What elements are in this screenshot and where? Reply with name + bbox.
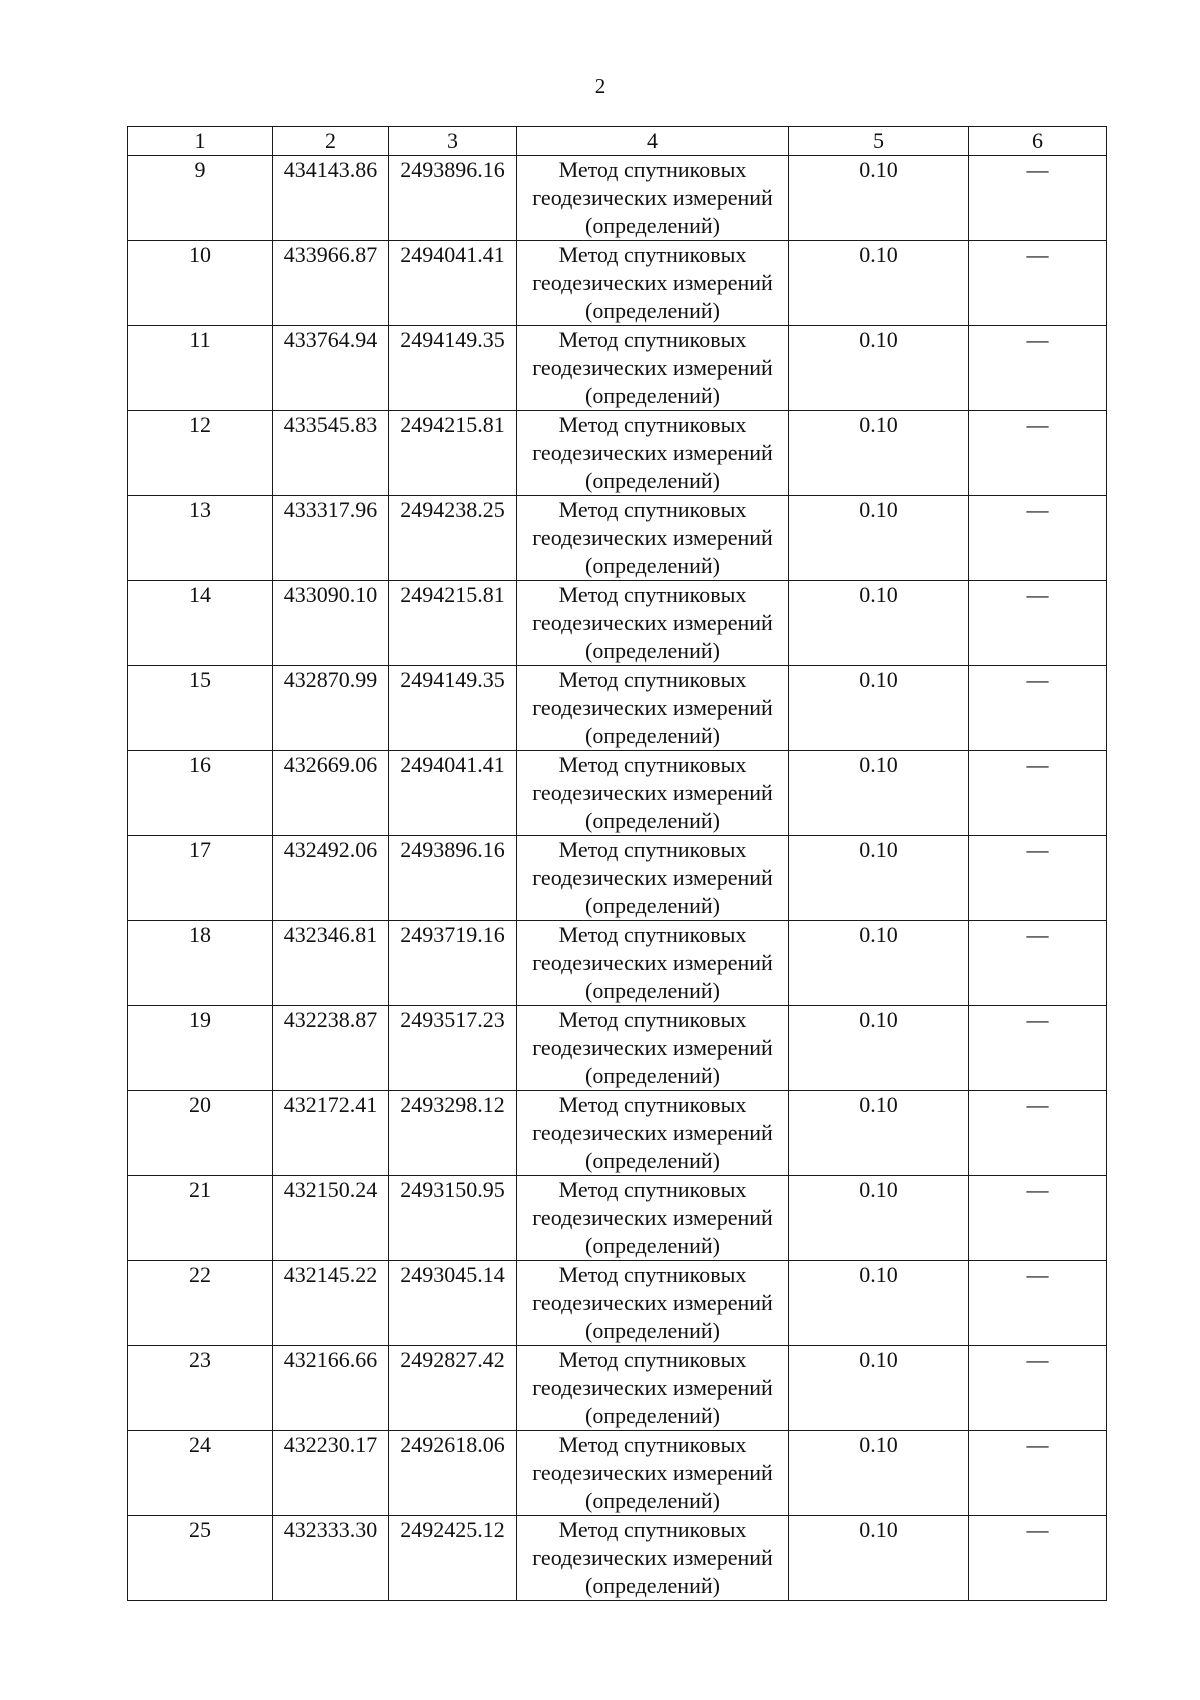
method-line: (определений) — [585, 1318, 720, 1343]
y-coordinate-cell: 2493298.12 — [389, 1091, 517, 1176]
x-coordinate-cell: 432172.41 — [273, 1091, 389, 1176]
coordinates-table — [127, 126, 1107, 1601]
y-coordinate-cell: 2492618.06 — [389, 1431, 517, 1516]
table-row — [128, 241, 1107, 326]
method-line: Метод спутниковых — [558, 1177, 747, 1202]
method-cell — [517, 751, 789, 836]
table-row — [128, 836, 1107, 921]
method-line: геодезических измерений — [532, 865, 773, 890]
method-line: геодезических измерений — [532, 185, 773, 210]
accuracy-cell: 0.10 — [789, 156, 969, 241]
column-header: 1 — [128, 127, 273, 156]
point-number-cell: 10 — [128, 241, 273, 326]
table-row — [128, 1176, 1107, 1261]
y-coordinate-cell: 2493045.14 — [389, 1261, 517, 1346]
method-line: Метод спутниковых — [558, 1517, 747, 1542]
y-coordinate-cell: 2494238.25 — [389, 496, 517, 581]
point-number-cell: 12 — [128, 411, 273, 496]
method-line: Метод спутниковых — [558, 497, 747, 522]
x-coordinate-cell: 434143.86 — [273, 156, 389, 241]
method-line: Метод спутниковых — [558, 327, 747, 352]
method-line: геодезических измерений — [532, 950, 773, 975]
x-coordinate-cell: 432230.17 — [273, 1431, 389, 1516]
method-line: Метод спутниковых — [558, 1432, 747, 1457]
method-line: (определений) — [585, 1063, 720, 1088]
method-line: (определений) — [585, 808, 720, 833]
point-number-cell: 16 — [128, 751, 273, 836]
method-line: Метод спутниковых — [558, 1262, 747, 1287]
accuracy-cell: 0.10 — [789, 1006, 969, 1091]
method-line: геодезических измерений — [532, 355, 773, 380]
accuracy-cell: 0.10 — [789, 496, 969, 581]
method-line: (определений) — [585, 1148, 720, 1173]
method-line: (определений) — [585, 1403, 720, 1428]
x-coordinate-cell: 432166.66 — [273, 1346, 389, 1431]
method-line: (определений) — [585, 723, 720, 748]
page-number: 2 — [594, 74, 606, 98]
method-cell — [517, 1006, 789, 1091]
method-line: (определений) — [585, 1233, 720, 1258]
y-coordinate-cell: 2494041.41 — [389, 751, 517, 836]
accuracy-cell: 0.10 — [789, 1261, 969, 1346]
accuracy-cell: 0.10 — [789, 751, 969, 836]
note-cell: — — [969, 666, 1107, 751]
column-header: 2 — [273, 127, 389, 156]
point-number-cell: 25 — [128, 1516, 273, 1601]
table-row — [128, 1261, 1107, 1346]
point-number-cell: 20 — [128, 1091, 273, 1176]
method-line: геодезических измерений — [532, 270, 773, 295]
method-line: Метод спутниковых — [558, 837, 747, 862]
method-cell — [517, 411, 789, 496]
note-cell: — — [969, 921, 1107, 1006]
method-line: (определений) — [585, 1573, 720, 1598]
point-number-cell: 15 — [128, 666, 273, 751]
accuracy-cell: 0.10 — [789, 1176, 969, 1261]
table-row — [128, 751, 1107, 836]
method-line: геодезических измерений — [532, 1290, 773, 1315]
table-row — [128, 1091, 1107, 1176]
table-row — [128, 1516, 1107, 1601]
method-line: Метод спутниковых — [558, 242, 747, 267]
point-number-cell: 22 — [128, 1261, 273, 1346]
method-line: геодезических измерений — [532, 525, 773, 550]
y-coordinate-cell: 2494215.81 — [389, 581, 517, 666]
method-cell — [517, 1091, 789, 1176]
table-row — [128, 581, 1107, 666]
method-line: геодезических измерений — [532, 610, 773, 635]
table-row — [128, 666, 1107, 751]
note-cell: — — [969, 751, 1107, 836]
method-line: Метод спутниковых — [558, 1347, 747, 1372]
method-cell — [517, 1346, 789, 1431]
y-coordinate-cell: 2492425.12 — [389, 1516, 517, 1601]
method-line: (определений) — [585, 1488, 720, 1513]
table-row — [128, 1346, 1107, 1431]
method-cell — [517, 1261, 789, 1346]
accuracy-cell: 0.10 — [789, 1431, 969, 1516]
y-coordinate-cell: 2493896.16 — [389, 156, 517, 241]
point-number-cell: 17 — [128, 836, 273, 921]
method-line: Метод спутниковых — [558, 667, 747, 692]
note-cell: — — [969, 1346, 1107, 1431]
accuracy-cell: 0.10 — [789, 1091, 969, 1176]
accuracy-cell: 0.10 — [789, 241, 969, 326]
x-coordinate-cell: 433090.10 — [273, 581, 389, 666]
method-line: Метод спутниковых — [558, 157, 747, 182]
method-line: геодезических измерений — [532, 1375, 773, 1400]
method-line: Метод спутниковых — [558, 752, 747, 777]
method-line: геодезических измерений — [532, 440, 773, 465]
point-number-cell: 14 — [128, 581, 273, 666]
x-coordinate-cell: 433317.96 — [273, 496, 389, 581]
note-cell: — — [969, 411, 1107, 496]
note-cell: — — [969, 496, 1107, 581]
x-coordinate-cell: 432669.06 — [273, 751, 389, 836]
note-cell: — — [969, 581, 1107, 666]
accuracy-cell: 0.10 — [789, 411, 969, 496]
table-header-row — [128, 127, 1107, 156]
accuracy-cell: 0.10 — [789, 921, 969, 1006]
method-line: геодезических измерений — [532, 1035, 773, 1060]
table-row — [128, 411, 1107, 496]
method-cell — [517, 666, 789, 751]
y-coordinate-cell: 2492827.42 — [389, 1346, 517, 1431]
method-line: геодезических измерений — [532, 1460, 773, 1485]
method-line: геодезических измерений — [532, 1545, 773, 1570]
method-line: Метод спутниковых — [558, 1092, 747, 1117]
x-coordinate-cell: 432492.06 — [273, 836, 389, 921]
method-cell — [517, 496, 789, 581]
method-line: (определений) — [585, 553, 720, 578]
table-row — [128, 326, 1107, 411]
method-line: геодезических измерений — [532, 780, 773, 805]
note-cell: — — [969, 1516, 1107, 1601]
x-coordinate-cell: 432238.87 — [273, 1006, 389, 1091]
note-cell: — — [969, 1431, 1107, 1516]
x-coordinate-cell: 432145.22 — [273, 1261, 389, 1346]
x-coordinate-cell: 433966.87 — [273, 241, 389, 326]
method-line: (определений) — [585, 298, 720, 323]
method-line: Метод спутниковых — [558, 582, 747, 607]
point-number-cell: 19 — [128, 1006, 273, 1091]
method-line: (определений) — [585, 213, 720, 238]
point-number-cell: 21 — [128, 1176, 273, 1261]
method-line: (определений) — [585, 638, 720, 663]
point-number-cell: 23 — [128, 1346, 273, 1431]
table-row — [128, 921, 1107, 1006]
table-row — [128, 1006, 1107, 1091]
method-cell — [517, 1176, 789, 1261]
method-line: геодезических измерений — [532, 1205, 773, 1230]
accuracy-cell: 0.10 — [789, 581, 969, 666]
accuracy-cell: 0.10 — [789, 836, 969, 921]
x-coordinate-cell: 432333.30 — [273, 1516, 389, 1601]
x-coordinate-cell: 433545.83 — [273, 411, 389, 496]
method-line: (определений) — [585, 383, 720, 408]
y-coordinate-cell: 2493719.16 — [389, 921, 517, 1006]
method-cell — [517, 921, 789, 1006]
accuracy-cell: 0.10 — [789, 1346, 969, 1431]
method-cell — [517, 241, 789, 326]
column-header: 6 — [969, 127, 1107, 156]
y-coordinate-cell: 2494215.81 — [389, 411, 517, 496]
x-coordinate-cell: 432870.99 — [273, 666, 389, 751]
method-line: (определений) — [585, 468, 720, 493]
column-header: 3 — [389, 127, 517, 156]
method-line: геодезических измерений — [532, 1120, 773, 1145]
y-coordinate-cell: 2493150.95 — [389, 1176, 517, 1261]
y-coordinate-cell: 2493896.16 — [389, 836, 517, 921]
method-cell — [517, 326, 789, 411]
method-cell — [517, 1516, 789, 1601]
method-line: (определений) — [585, 978, 720, 1003]
point-number-cell: 9 — [128, 156, 273, 241]
note-cell: — — [969, 156, 1107, 241]
method-cell — [517, 1431, 789, 1516]
x-coordinate-cell: 432346.81 — [273, 921, 389, 1006]
table-row — [128, 496, 1107, 581]
y-coordinate-cell: 2493517.23 — [389, 1006, 517, 1091]
note-cell: — — [969, 241, 1107, 326]
method-cell — [517, 156, 789, 241]
table-row — [128, 1431, 1107, 1516]
point-number-cell: 13 — [128, 496, 273, 581]
y-coordinate-cell: 2494041.41 — [389, 241, 517, 326]
x-coordinate-cell: 433764.94 — [273, 326, 389, 411]
accuracy-cell: 0.10 — [789, 326, 969, 411]
method-cell — [517, 836, 789, 921]
method-line: Метод спутниковых — [558, 1007, 747, 1032]
x-coordinate-cell: 432150.24 — [273, 1176, 389, 1261]
point-number-cell: 18 — [128, 921, 273, 1006]
method-line: геодезических измерений — [532, 695, 773, 720]
method-line: Метод спутниковых — [558, 412, 747, 437]
accuracy-cell: 0.10 — [789, 1516, 969, 1601]
note-cell: — — [969, 836, 1107, 921]
method-line: (определений) — [585, 893, 720, 918]
method-line: Метод спутниковых — [558, 922, 747, 947]
note-cell: — — [969, 326, 1107, 411]
note-cell: — — [969, 1176, 1107, 1261]
column-header: 4 — [517, 127, 789, 156]
table-row — [128, 156, 1107, 241]
point-number-cell: 24 — [128, 1431, 273, 1516]
note-cell: — — [969, 1091, 1107, 1176]
y-coordinate-cell: 2494149.35 — [389, 326, 517, 411]
point-number-cell: 11 — [128, 326, 273, 411]
y-coordinate-cell: 2494149.35 — [389, 666, 517, 751]
note-cell: — — [969, 1261, 1107, 1346]
accuracy-cell: 0.10 — [789, 666, 969, 751]
method-cell — [517, 581, 789, 666]
note-cell: — — [969, 1006, 1107, 1091]
column-header: 5 — [789, 127, 969, 156]
